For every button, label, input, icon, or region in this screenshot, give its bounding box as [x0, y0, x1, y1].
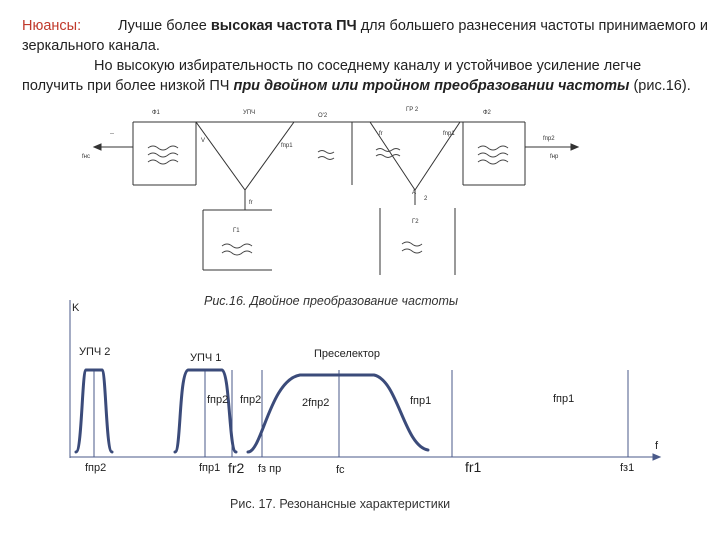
- line-4-bold-italic: при двойном или тройном преобразовании частоты: [233, 78, 630, 94]
- line-3: Но высокую избирательность по соседнему каналу и устойчивое усиление легче: [94, 58, 642, 74]
- line-2: зеркального канала.: [22, 38, 160, 54]
- chart17-inner-fnp2-a: fпр2: [207, 394, 229, 406]
- label-in-left: fнс: [82, 154, 90, 160]
- label-g1: Г1: [233, 228, 240, 234]
- label-g2: Г2: [412, 219, 419, 225]
- chart17-inner-fnp2-b: fпр2: [240, 394, 262, 406]
- chart17-y-label: K: [72, 302, 80, 314]
- label-v: V: [201, 138, 206, 144]
- line-1-bold: высокая частота ПЧ: [210, 18, 357, 34]
- chart17-curve-preselector: Преселектор: [314, 348, 381, 360]
- chart17-axis-fz1: fз1: [620, 462, 635, 474]
- label-f2: Ф2: [483, 110, 491, 116]
- chart17-x-label: f: [655, 440, 659, 452]
- chart17-inner-2fnp2: 2fпр2: [302, 397, 330, 409]
- chart17-curve-upch1: УПЧ 1: [190, 352, 222, 364]
- line-1-post: для большего разнесения частоты принимаемого и: [356, 18, 708, 34]
- line-4-post: (рис.16).: [629, 78, 691, 94]
- label-minus: --: [110, 131, 114, 137]
- chart17-axis-fz-np: fз пр: [258, 463, 282, 475]
- chart17-inner-fnp1-b: fпр1: [553, 393, 575, 405]
- label-o2: О'2: [318, 113, 328, 119]
- chart17-axis-fnp2: fпр2: [85, 462, 107, 474]
- chart17-axis-fr2: fr2: [228, 460, 245, 476]
- label-out-right-top: fпр2: [543, 136, 555, 142]
- nuances-label: Нюансы:: [22, 18, 82, 34]
- line-4-pre: получить при более низкой ПЧ: [22, 78, 234, 94]
- figure-16-caption: Рис.16. Двойное преобразование частоты: [204, 294, 459, 308]
- label-a2: 2: [424, 196, 428, 202]
- label-fnp1: fпр1: [281, 143, 293, 149]
- chart17-curve-upch2: УПЧ 2: [79, 346, 111, 358]
- label-f1: Ф1: [152, 110, 160, 116]
- chart17-axis-fc: fс: [336, 464, 345, 476]
- label-fr: fr: [379, 131, 383, 137]
- chart17-axis-fr1: fr1: [465, 459, 482, 475]
- label-gr2: ГР 2: [406, 107, 419, 113]
- label-fr-lower: fr: [249, 200, 253, 206]
- label-upch: УПЧ: [243, 110, 256, 116]
- label-fnp-mid: fnp1: [443, 131, 455, 137]
- figure-17-caption: Рис. 17. Резонансные характеристики: [230, 497, 451, 511]
- label-out-right-bottom: fнр: [550, 154, 559, 160]
- chart17-inner-fnp1-a: fпр1: [410, 395, 432, 407]
- line-1-pre: Лучше более: [118, 18, 211, 34]
- chart17-axis-fnp1: fпр1: [199, 462, 221, 474]
- label-a: A: [412, 190, 417, 196]
